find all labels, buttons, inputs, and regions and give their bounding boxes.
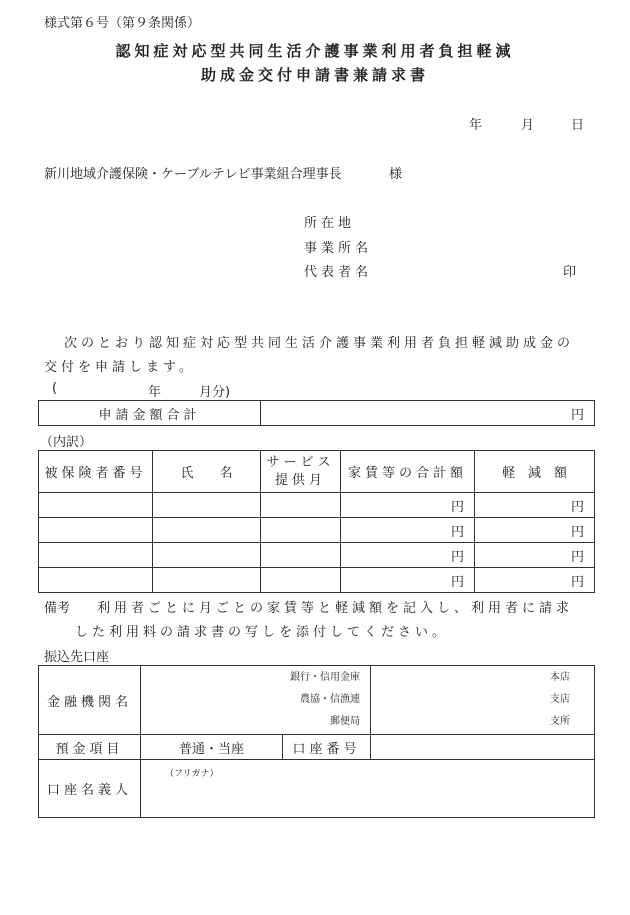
furigana-label: （フリガナ）	[165, 769, 219, 779]
header-service-month	[261, 451, 341, 493]
table-row	[39, 543, 595, 568]
total-amount-value-cell[interactable]	[261, 401, 595, 426]
applicant-address-label: 所在地	[304, 216, 356, 231]
institution-type-cell[interactable]	[141, 666, 371, 735]
unit-yen: 円	[450, 524, 464, 540]
header-name: 氏 名	[153, 451, 261, 493]
addressee-honorific: 様	[389, 167, 403, 182]
remarks-label: 備考	[44, 601, 71, 616]
remarks-line1: 利用者ごとに月ごとの家賃等と軽減額を記入し、利用者に請求	[97, 601, 574, 616]
header-rent-total: 家賃等の合計額	[341, 451, 475, 493]
date-month-label: 月	[521, 118, 535, 133]
table-row	[39, 518, 595, 543]
type-agri-coop: 農協・信漁連	[300, 694, 360, 705]
body-text-line1: 次のとおり認知症対応型共同生活介護事業利用者負担軽減助成金の	[64, 336, 575, 351]
form-title-line1: 認知症対応型共同生活介護事業利用者負担軽減	[115, 42, 515, 60]
header-service-line1: サービス	[266, 454, 335, 470]
cell-insured-number[interactable]	[39, 518, 153, 543]
header-reduction: 軽 減 額	[475, 451, 595, 493]
cell-rent-total[interactable]	[341, 493, 475, 518]
body-text-line2: 交付を申請します。	[44, 360, 196, 375]
bank-section-label: 振込先口座	[44, 650, 110, 665]
deposit-type-label: 預金項目	[39, 735, 141, 760]
unit-yen: 円	[570, 499, 584, 515]
remarks-line2: した利用料の請求書の写しを添付してください。	[75, 625, 450, 640]
breakdown-table	[38, 450, 595, 593]
type-bank-credit: 銀行・信用金庫	[290, 672, 360, 683]
header-service-line2: 提供月	[274, 472, 326, 488]
branch-head-office: 本店	[550, 672, 570, 683]
unit-yen: 円	[570, 549, 584, 565]
branch-cell[interactable]	[371, 666, 595, 735]
branch-sub-office: 支所	[550, 716, 570, 727]
branch-branch: 支店	[550, 694, 570, 705]
total-amount-unit: 円	[570, 407, 584, 423]
institution-label: 金融機関名	[39, 666, 141, 735]
applicant-office-label: 事業所名	[304, 241, 373, 256]
account-number-label: 口座番号	[283, 735, 371, 760]
date-year-label: 年	[469, 118, 483, 133]
unit-yen: 円	[450, 549, 464, 565]
period-open: (	[52, 381, 58, 396]
date-day-label: 日	[571, 118, 585, 133]
account-number-field[interactable]	[371, 735, 595, 760]
table-row	[39, 493, 595, 518]
cell-service-month[interactable]	[261, 568, 341, 593]
cell-reduction[interactable]	[475, 493, 595, 518]
breakdown-header-row	[39, 451, 595, 493]
period-month-label: 月分)	[199, 385, 231, 400]
cell-name[interactable]	[153, 568, 261, 593]
deposit-type-options[interactable]: 普通・当座	[141, 735, 283, 760]
cell-service-month[interactable]	[261, 493, 341, 518]
cell-rent-total[interactable]	[341, 518, 475, 543]
cell-reduction[interactable]	[475, 543, 595, 568]
account-holder-field[interactable]	[141, 760, 595, 818]
cell-service-month[interactable]	[261, 543, 341, 568]
total-amount-label-cell	[39, 401, 261, 426]
total-amount-label: 申請金額合計	[98, 407, 201, 423]
cell-insured-number[interactable]	[39, 568, 153, 593]
cell-name[interactable]	[153, 493, 261, 518]
cell-name[interactable]	[153, 543, 261, 568]
applicant-representative-label: 代表者名	[304, 265, 373, 280]
account-holder-label: 口座名義人	[39, 760, 141, 818]
breakdown-label: （内訳）	[40, 435, 93, 450]
form-title-line2: 助成金交付申請書兼請求書	[200, 66, 429, 84]
total-amount-table	[38, 400, 595, 426]
cell-name[interactable]	[153, 518, 261, 543]
cell-insured-number[interactable]	[39, 543, 153, 568]
cell-rent-total[interactable]	[341, 568, 475, 593]
cell-insured-number[interactable]	[39, 493, 153, 518]
period-year-label: 年	[148, 385, 162, 400]
unit-yen: 円	[570, 574, 584, 590]
bank-account-table	[38, 665, 595, 818]
addressee-name: 新川地域介護保険・ケーブルテレビ事業組合理事長	[44, 167, 342, 182]
unit-yen: 円	[450, 499, 464, 515]
unit-yen: 円	[450, 574, 464, 590]
type-post-office: 郵便局	[330, 716, 360, 727]
cell-rent-total[interactable]	[341, 543, 475, 568]
form-number-label: 様式第６号（第９条関係）	[44, 16, 201, 31]
cell-service-month[interactable]	[261, 518, 341, 543]
table-row	[39, 568, 595, 593]
unit-yen: 円	[570, 524, 584, 540]
seal-mark: 印	[563, 265, 577, 280]
cell-reduction[interactable]	[475, 568, 595, 593]
header-insured-number: 被保険者番号	[39, 451, 153, 493]
cell-reduction[interactable]	[475, 518, 595, 543]
